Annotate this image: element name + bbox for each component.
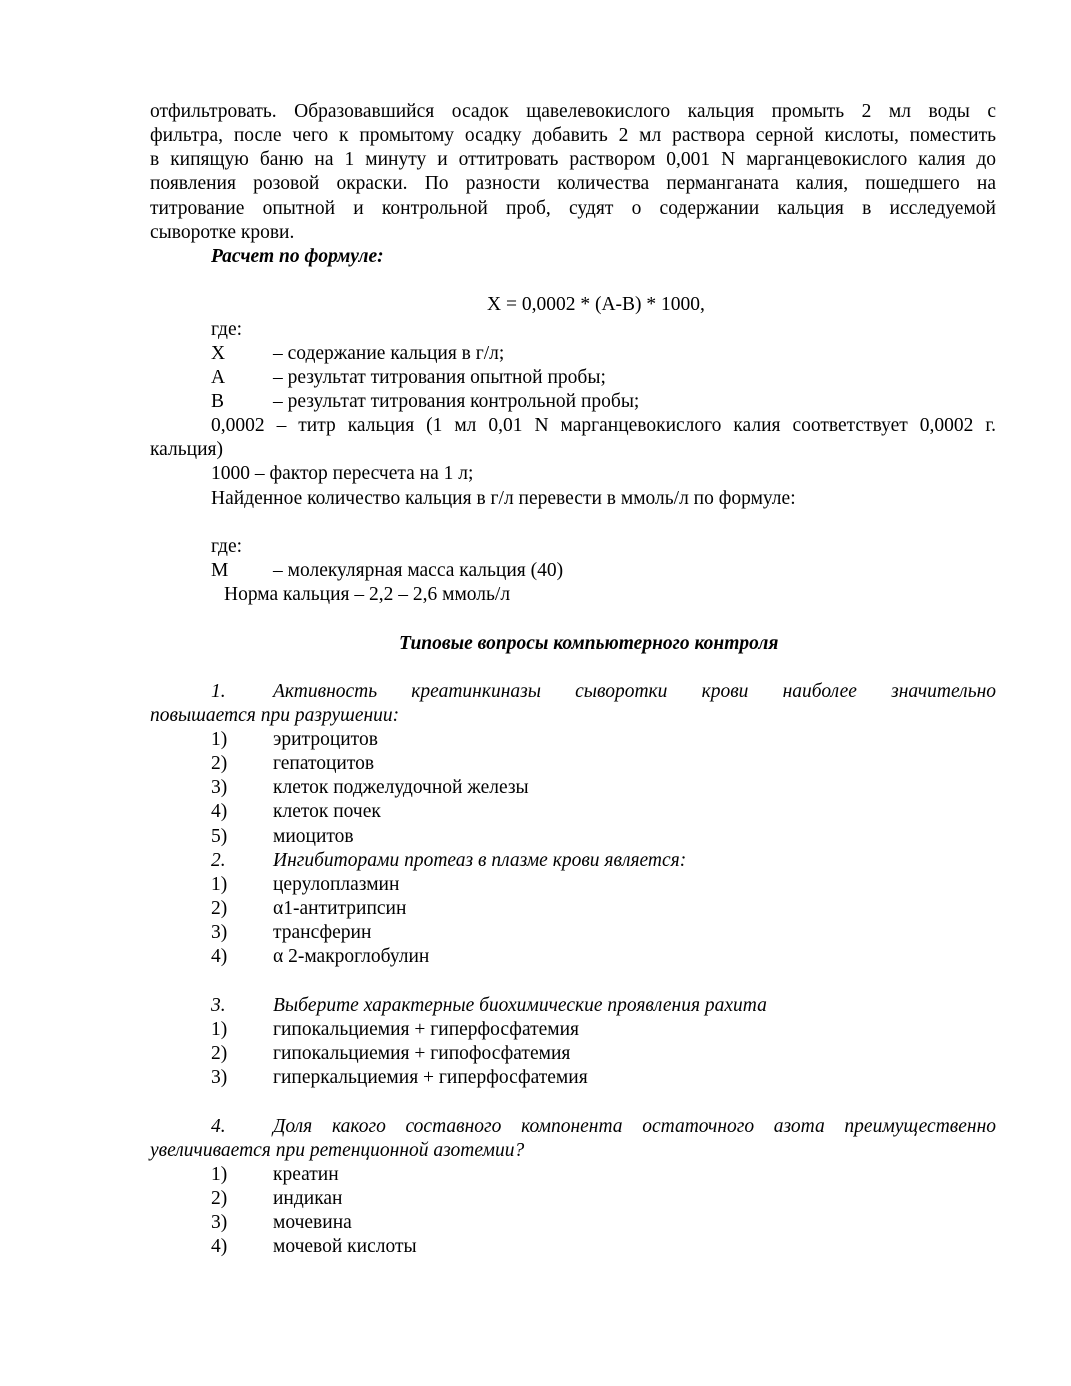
variable-symbol: M xyxy=(211,560,229,581)
intro-line: появления розовой окраски. По разности количества перманганата калия, пошедшего на xyxy=(150,173,996,194)
question-text: Ингибиторами протеаз в плазме крови является: xyxy=(273,850,687,871)
option-number: 1) xyxy=(211,1019,228,1040)
variable-description: – результат титрования контрольной пробы; xyxy=(273,391,640,412)
option-number: 3) xyxy=(211,777,228,798)
option-number: 2) xyxy=(211,1188,228,1209)
option-text: креатин xyxy=(273,1164,339,1185)
titer-line: 0,0002 – титр кальция (1 мл 0,01 N марганцевокислого калия соответствует 0,0002 г. xyxy=(211,415,996,436)
question-text-continued: увеличивается при ретенционной азотемии? xyxy=(150,1140,525,1161)
option-number: 4) xyxy=(211,1236,228,1257)
option-text: трансферин xyxy=(273,922,372,943)
norm-line: Норма кальция – 2,2 – 2,6 ммоль/л xyxy=(224,584,511,605)
option-number: 2) xyxy=(211,753,228,774)
question-number: 1. xyxy=(211,681,226,702)
question-text: Выберите характерные биохимические проявления рахита xyxy=(273,995,767,1016)
question-text: Доля какого составного компонента остаточного азота преимущественно xyxy=(273,1116,996,1137)
option-text: клеток поджелудочной железы xyxy=(273,777,529,798)
option-text: гипокальциемия + гипофосфатемия xyxy=(273,1043,571,1064)
option-text: гиперкальциемия + гиперфосфатемия xyxy=(273,1067,588,1088)
question-text: Активность креатинкиназы сыворотки крови наиболее значительно xyxy=(273,681,996,702)
option-number: 2) xyxy=(211,1043,228,1064)
question-number: 3. xyxy=(211,995,226,1016)
option-text: мочевой кислоты xyxy=(273,1236,417,1257)
option-number: 3) xyxy=(211,922,228,943)
variable-description: – содержание кальция в г/л; xyxy=(273,343,505,364)
where-label: где: xyxy=(211,319,243,340)
option-text: миоцитов xyxy=(273,826,354,847)
intro-line-last: сыворотке крови. xyxy=(150,222,295,243)
option-text: мочевина xyxy=(273,1212,352,1233)
option-text: α 2-макроглобулин xyxy=(273,946,430,967)
variable-symbol: B xyxy=(211,391,225,412)
option-text: гепатоцитов xyxy=(273,753,375,774)
intro-line: фильтра, после чего к промытому осадку добавить 2 мл раствора серной кислоты, поместить xyxy=(150,125,996,146)
option-number: 3) xyxy=(211,1067,228,1088)
option-text: гипокальциемия + гиперфосфатемия xyxy=(273,1019,580,1040)
option-text: церулоплазмин xyxy=(273,874,400,895)
formula: X = 0,0002 * (A-B) * 1000, xyxy=(487,294,705,315)
option-number: 5) xyxy=(211,826,228,847)
variable-description: – результат титрования опытной пробы; xyxy=(273,367,606,388)
option-text: α1-антитрипсин xyxy=(273,898,407,919)
titer-line-end: кальция) xyxy=(150,439,223,460)
factor-line: 1000 – фактор пересчета на 1 л; xyxy=(211,463,474,484)
variable-description: – молекулярная масса кальция (40) xyxy=(273,560,564,581)
option-text: индикан xyxy=(273,1188,343,1209)
option-text: клеток почек xyxy=(273,801,381,822)
option-text: эритроцитов xyxy=(273,729,378,750)
option-number: 3) xyxy=(211,1212,228,1233)
option-number: 1) xyxy=(211,1164,228,1185)
variable-symbol: A xyxy=(211,367,226,388)
option-number: 2) xyxy=(211,898,228,919)
variable-symbol: X xyxy=(211,343,226,364)
option-number: 4) xyxy=(211,946,228,967)
where-label: где: xyxy=(211,536,243,557)
question-text-continued: повышается при разрушении: xyxy=(150,705,400,726)
convert-line: Найденное количество кальция в г/л перевести в ммоль/л по формуле: xyxy=(211,488,796,509)
question-number: 4. xyxy=(211,1116,226,1137)
option-number: 4) xyxy=(211,801,228,822)
option-number: 1) xyxy=(211,874,228,895)
intro-line: в кипящую баню на 1 минуту и оттитровать раствором 0,001 N марганцевокислого калия до xyxy=(150,149,996,170)
calc-heading: Расчет по формуле: xyxy=(211,246,384,267)
intro-line: титрование опытной и контрольной проб, судят о содержании кальция в исследуемой xyxy=(150,198,996,219)
intro-line: отфильтровать. Образовавшийся осадок щавелевокислого кальция промыть 2 мл воды с xyxy=(150,101,996,122)
question-number: 2. xyxy=(211,850,226,871)
section-title: Типовые вопросы компьютерного контроля xyxy=(399,633,779,654)
option-number: 1) xyxy=(211,729,228,750)
